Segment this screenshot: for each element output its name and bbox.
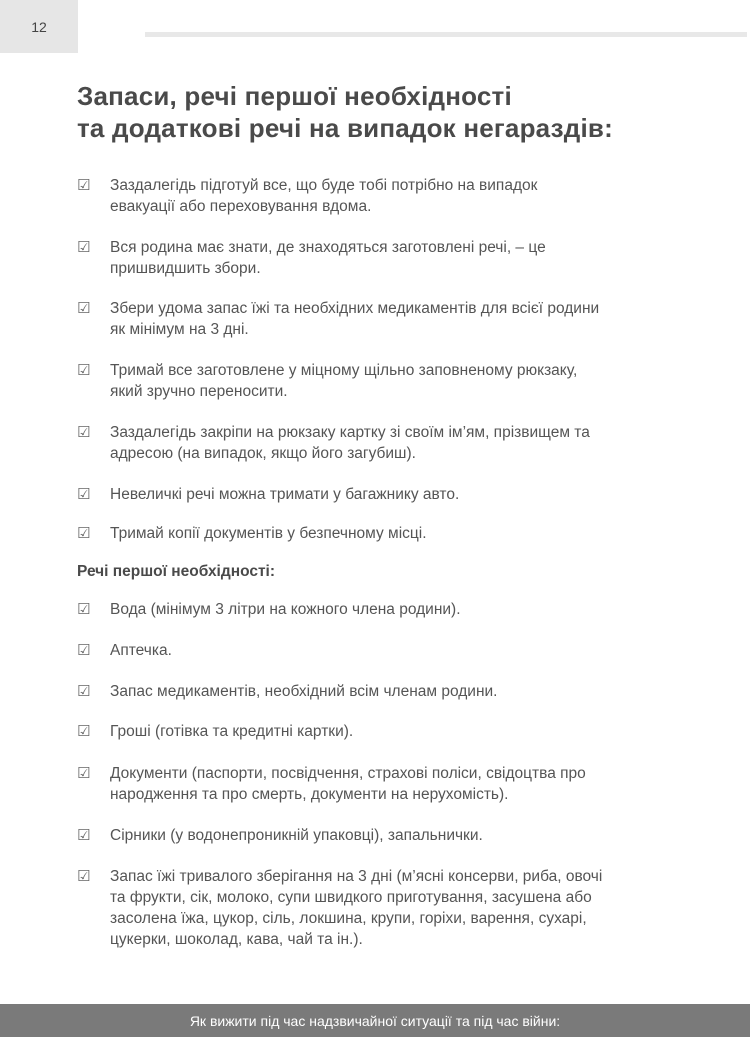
list-item-line: Запас медикаментів, необхідний всім членам родини. (110, 683, 498, 700)
checkbox-checked-icon: ☑ (77, 362, 91, 379)
checkbox-checked-icon: ☑ (77, 177, 91, 194)
list-item-text (110, 721, 670, 742)
footer-text: Як вижити під час надзвичайної ситуації та під час війни: (189, 1012, 561, 1029)
list-item-text (110, 237, 670, 279)
list-item (77, 484, 677, 505)
list-item-line: Гроші (готівка та кредитні картки). (110, 723, 354, 740)
checkbox-checked-icon: ☑ (77, 601, 91, 618)
list-item-line: Вся родина має знати, де знаходяться заготовлені речі, – це (110, 239, 546, 256)
page-number-text: 12 (31, 18, 47, 35)
page-title-line-2: та додаткові речі на випадок негараздів: (77, 113, 613, 143)
list-item-line: Вода (мінімум 3 літри на кожного члена родини). (110, 601, 461, 618)
list-item (77, 360, 677, 402)
list-item-line: Сірники (у водонепроникній упаковці), запальнички. (110, 827, 483, 844)
checkbox-checked-icon: ☑ (77, 486, 91, 503)
list-item-text (110, 640, 670, 661)
list-item-text (110, 866, 670, 950)
checkbox-checked-icon: ☑ (77, 723, 91, 740)
list-item (77, 721, 677, 742)
checkbox-checked-icon: ☑ (77, 868, 91, 885)
list-item (77, 640, 677, 661)
list-item-line: як мінімум на 3 дні. (110, 321, 249, 338)
list-item (77, 599, 677, 620)
header-rule (145, 32, 747, 37)
list-item (77, 175, 677, 217)
checkbox-checked-icon: ☑ (77, 765, 91, 782)
list-item-line: та фрукти, сік, молоко, супи швидкого приготування, засушена або (110, 889, 592, 906)
list-item-line: Аптечка. (110, 642, 172, 659)
list-item-text (110, 360, 670, 402)
checkbox-checked-icon: ☑ (77, 827, 91, 844)
list-item (77, 763, 677, 805)
list-item-line: Тримай копії документів у безпечному місці. (110, 525, 427, 542)
list-item-text (110, 422, 670, 464)
checkbox-checked-icon: ☑ (77, 642, 91, 659)
list-item (77, 422, 677, 464)
list-item-line: Невеличкі речі можна тримати у багажнику авто. (110, 486, 460, 503)
list-item-text (110, 523, 670, 544)
list-item (77, 298, 677, 340)
list-item-line: пришвидшить збори. (110, 260, 261, 277)
list-item-text (110, 298, 670, 340)
list-item-line: Запас їжі тривалого зберігання на 3 дні (м’ясні консерви, риба, овочі (110, 868, 603, 885)
list-item-text (110, 681, 670, 702)
list-item (77, 825, 677, 846)
list-item-text (110, 484, 670, 505)
list-item-line: Заздалегідь закріпи на рюкзаку картку зі своїм ім’ям, прізвищем та (110, 424, 590, 441)
checkbox-checked-icon: ☑ (77, 525, 91, 542)
list-item-text (110, 763, 670, 805)
checkbox-checked-icon: ☑ (77, 300, 91, 317)
footer-bar (0, 1004, 750, 1037)
list-item-line: Документи (паспорти, посвідчення, страхові поліси, свідоцтва про (110, 765, 586, 782)
list-item-line: засолена їжа, цукор, сіль, локшина, крупи, горіхи, варення, сухарі, (110, 910, 587, 927)
list-item-text (110, 175, 670, 217)
list-item-line: який зручно переносити. (110, 383, 288, 400)
page-title (77, 80, 677, 144)
list-item-line: адресою (на випадок, якщо його загубиш). (110, 445, 416, 462)
list-item-text (110, 599, 670, 620)
list-item-line: цукерки, шоколад, кава, чай та ін.). (110, 931, 363, 948)
page-number (0, 0, 78, 53)
checkbox-checked-icon: ☑ (77, 683, 91, 700)
list-item (77, 237, 677, 279)
list-item-line: Заздалегідь підготуй все, що буде тобі потрібно на випадок (110, 177, 538, 194)
section-heading: Речі першої необхідності: (77, 563, 276, 580)
list-item-line: Збери удома запас їжі та необхідних медикаментів для всієї родини (110, 300, 600, 317)
list-item-line: евакуації або переховування вдома. (110, 198, 372, 215)
list-item-text (110, 825, 670, 846)
list-item-line: народження та про смерть, документи на нерухомість). (110, 786, 509, 803)
list-item (77, 866, 677, 950)
checkbox-checked-icon: ☑ (77, 424, 91, 441)
checkbox-checked-icon: ☑ (77, 239, 91, 256)
list-item (77, 523, 677, 544)
list-item-line: Тримай все заготовлене у міцному щільно заповненому рюкзаку, (110, 362, 578, 379)
page-title-line-1: Запаси, речі першої необхідності (77, 81, 512, 111)
list-item (77, 681, 677, 702)
